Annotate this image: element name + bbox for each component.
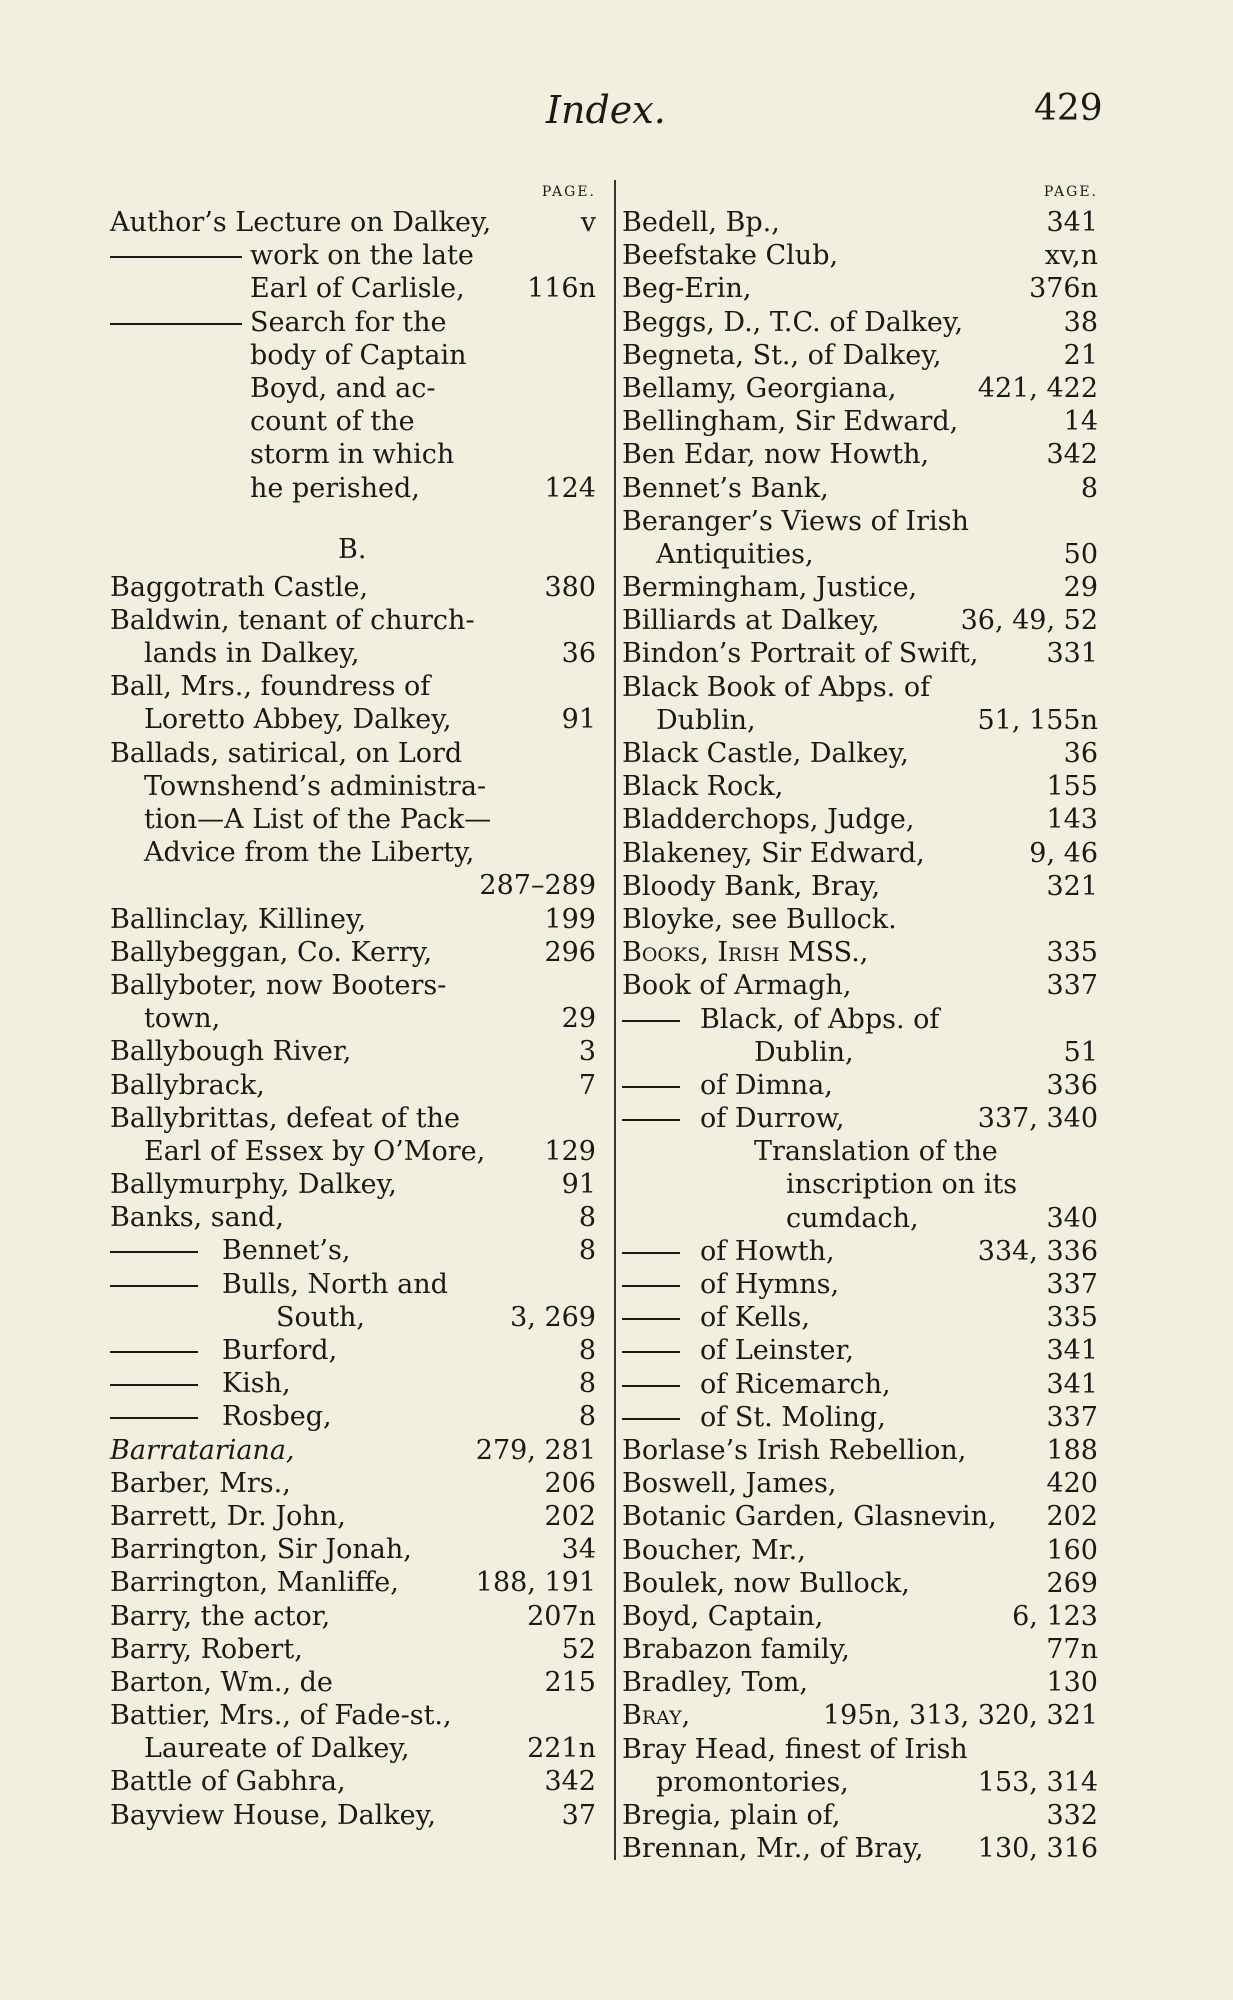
entry-text: Black Rock, [622,771,784,803]
entry-page-ref: 206 [544,1467,596,1499]
entry-page-ref: 279, 281 [475,1434,596,1466]
entry-text: Black, of Abps. of [700,1003,940,1035]
entry-page-ref: 6, 123 [1012,1600,1098,1632]
index-entry [622,1567,1098,1600]
index-entry [622,1268,1098,1301]
index-entry [622,803,1098,836]
entry-page-ref: 8 [1080,472,1098,504]
ditto-rule [110,1285,198,1287]
index-entry [622,903,1098,936]
entry-text: Bermingham, Justice, [622,572,918,604]
ditto-rule [110,1417,198,1419]
index-entry [622,1467,1098,1500]
entry-page-ref: 8 [578,1202,596,1234]
index-entry [622,1633,1098,1666]
entry-text: Baggotrath Castle, [110,571,369,603]
entry-page-ref: 9, 46 [1029,837,1098,869]
entry-text: Bellamy, Georgiana, [622,372,897,404]
entry-page-ref: 155 [1046,771,1098,803]
entry-text: Boyd, Captain, [622,1600,824,1632]
entry-text: Loretto Abbey, Dalkey, [144,704,452,736]
entry-page-ref: 36 [1063,738,1098,769]
index-entry [110,1434,596,1467]
b-entries-left [110,571,596,1832]
ditto-rule [622,1418,680,1420]
index-entry [110,1069,596,1102]
entry-page-ref: 342 [544,1766,596,1798]
index-entry [622,837,1098,870]
index-entry [622,1168,1098,1201]
index-entry [622,1368,1098,1401]
index-entry [622,1434,1098,1467]
entry-page-ref: 341 [1046,1335,1098,1367]
entry-page-ref: 421, 422 [977,372,1098,404]
index-entry [110,1732,596,1765]
index-entry [622,339,1098,372]
index-entry [622,637,1098,670]
b-entries-right [622,206,1098,1865]
index-entry [110,1102,596,1135]
index-entry [622,936,1098,969]
index-entry [622,1301,1098,1334]
entry-page-ref: 335 [1046,937,1098,969]
entry-page-ref: 3, 269 [510,1301,596,1333]
entry-page-ref: 51, 155n [977,704,1098,736]
entry-text: Blakeney, Sir Edward, [622,837,925,869]
index-entry [622,1102,1098,1135]
index-entry [622,372,1098,405]
entry-text: town, [144,1003,221,1035]
author-entries [110,206,596,505]
entry-page-ref: 331 [1046,638,1098,670]
entry-text: Black Castle, Dalkey, [622,738,909,769]
section-heading [110,505,596,571]
entry-text: Ballymurphy, Dalkey, [110,1169,397,1201]
index-entry [622,1534,1098,1567]
entry-page-ref: 77n [1046,1634,1098,1666]
entry-text: Ballybrack, [110,1069,265,1101]
index-entry [110,206,596,239]
index-entry [110,836,596,869]
index-entry [622,770,1098,803]
entry-text: Barrington, Manliffe, [110,1567,399,1599]
index-entry [622,737,1098,770]
entry-page-ref: 124 [544,472,596,504]
entry-text: Book of Armagh, [622,970,852,1002]
index-entry [622,239,1098,272]
entry-text: Earl of Essex by O’More, [144,1135,486,1167]
index-entry [622,472,1098,505]
entry-text: Baldwin, tenant of church- [110,604,475,636]
entry-page-ref: 336 [1046,1069,1098,1101]
index-entry [110,438,596,471]
index-entry [622,704,1098,737]
entry-text: tion—A List of the Pack— [144,804,492,835]
index-entry [110,637,596,670]
entry-page-ref: 91 [561,704,596,736]
entry-text: Kish, [222,1368,291,1400]
index-entry [622,1401,1098,1434]
entry-text: of Hymns, [700,1269,840,1300]
entry-page-ref: 341 [1046,1368,1098,1400]
index-entry [622,1202,1098,1235]
entry-text: body of Captain [250,339,467,371]
index-entry [622,306,1098,339]
entry-text: Beg-Erin, [622,273,752,305]
index-entry [622,538,1098,571]
entry-text: Bellingham, Sir Edward, [622,406,959,438]
ditto-rule [622,1351,680,1353]
entry-text: storm in which [250,439,455,471]
entry-page-ref: 215 [544,1666,596,1698]
entry-text: Bennet’s, [222,1235,351,1267]
entry-page-ref: 160 [1046,1534,1098,1566]
index-entry [110,405,596,438]
ditto-rule [110,256,242,258]
entry-page-ref: 340 [1046,1202,1098,1234]
index-entry [110,670,596,703]
ditto-rule [622,1285,680,1287]
entry-page-ref: 202 [1046,1501,1098,1533]
entry-page-ref: 7 [578,1069,596,1101]
entry-page-ref: 37 [561,1799,596,1831]
index-entry [622,571,1098,604]
index-entry [622,1036,1098,1069]
entry-text: Barrett, Dr. John, [110,1500,346,1532]
index-entry [110,1633,596,1666]
index-entry [110,1600,596,1633]
entry-text: promontories, [656,1766,849,1798]
entry-page-ref: 269 [1046,1567,1098,1599]
entry-page-ref: 376n [1029,273,1098,305]
entry-page-ref: 342 [1046,439,1098,471]
entry-text: inscription on its [786,1169,1018,1201]
entry-text: of Durrow, [700,1103,845,1135]
entry-text: Battle of Gabhra, [110,1766,346,1798]
entry-text: of Leinster, [700,1335,854,1367]
entry-text: Boyd, and ac- [250,372,436,404]
entry-page-ref: 38 [1063,306,1098,338]
index-entry [622,1600,1098,1633]
entry-text: Rosbeg, [222,1401,332,1433]
entry-text: South, [276,1301,365,1333]
index-entry [110,1400,596,1433]
page-column-label: PAGE. [1043,184,1098,200]
entry-text: Ballybough River, [110,1036,352,1068]
index-entry [110,1367,596,1400]
entry-text: Earl of Carlisle, [250,273,465,305]
ditto-rule [110,1251,198,1253]
entry-text: Laureate of Dalkey, [144,1733,410,1765]
entry-page-ref: 21 [1063,339,1098,371]
entry-page-ref: 50 [1063,538,1098,570]
entry-page-ref: 207n [527,1600,596,1632]
entry-page-ref: 129 [544,1135,596,1167]
entry-page-ref: 14 [1063,406,1098,438]
right-column [622,180,1098,1865]
index-entry [110,1135,596,1168]
ditto-rule [622,1086,680,1088]
entry-text: Dublin, [656,704,756,736]
index-entry [622,969,1098,1002]
entry-page-ref: 188 [1046,1434,1098,1466]
entry-text: Books, Irish MSS., [622,937,869,969]
index-entry [110,1500,596,1533]
entry-text: Barrington, Sir Jonah, [110,1534,412,1566]
index-entry [110,1566,596,1599]
index-entry [110,239,596,272]
index-entry [622,1003,1098,1036]
ditto-rule [110,1384,198,1386]
index-entry [110,1334,596,1367]
entry-page-ref: 3 [578,1036,596,1068]
index-entry [622,1666,1098,1699]
index-entry [622,1799,1098,1832]
entry-page-ref: 380 [544,571,596,603]
entry-page-ref: 130, 316 [977,1833,1098,1865]
index-entry [110,770,596,803]
entry-page-ref: 221n [527,1733,596,1765]
index-entry [110,1035,596,1068]
index-entry [110,306,596,339]
entry-text: Boucher, Mr., [622,1534,806,1566]
entry-text: Bloody Bank, Bray, [622,870,881,902]
index-entry [622,438,1098,471]
entry-text: of Kells, [700,1302,810,1334]
entry-text: Black Book of Abps. of [622,671,931,703]
entry-page-ref: 51 [1063,1036,1098,1068]
entry-text: Ball, Mrs., foundress of [110,671,431,703]
entry-text: Boulek, now Bullock, [622,1567,910,1599]
entry-text: Ballads, satirical, on Lord [110,737,463,769]
section-letter: B. [338,533,367,565]
entry-page-ref: 337 [1046,1269,1098,1300]
entry-text: Beefstake Club, [622,240,839,272]
entry-text: Ballybrittas, defeat of the [110,1102,460,1134]
index-entry [110,1234,596,1267]
entry-text: Ballybeggan, Co. Kerry, [110,936,433,968]
entry-text: Burford, [222,1335,338,1366]
entry-text: Bray Head, finest of Irish [622,1733,968,1765]
ditto-rule [622,1385,680,1387]
entry-text: he perished, [250,472,420,504]
entry-page-ref: 8 [578,1335,596,1366]
entry-text: cumdach, [786,1202,919,1234]
index-entry [110,969,596,1002]
entry-text: Barton, Wm., de [110,1666,333,1698]
column-header [110,180,596,206]
index-entry [622,1733,1098,1766]
index-entry [622,1069,1098,1102]
entry-page-ref: xv,n [1044,240,1098,272]
ditto-rule [110,1351,198,1353]
entry-text: lands in Dalkey, [144,638,360,670]
entry-text: Bloyke, see Bullock. [622,903,897,935]
entry-page-ref: 52 [561,1633,596,1665]
index-entry [110,339,596,372]
page-title: Index. [546,88,666,132]
index-entry [110,1666,596,1699]
index-entry [622,1832,1098,1865]
index-entry [110,1201,596,1234]
index-entry [622,870,1098,903]
entry-text: Bindon’s Portrait of Swift, [622,638,979,670]
entry-text: Townshend’s administra- [144,770,487,802]
entry-text: Bulls, North and [222,1268,448,1300]
entry-text: of Howth, [700,1235,835,1267]
index-entry [622,604,1098,637]
index-entry [110,703,596,736]
entry-page-ref: 29 [1063,572,1098,604]
index-entry [110,1533,596,1566]
index-entry [110,936,596,969]
page-number: 429 [1034,88,1103,129]
index-entry [110,472,596,505]
entry-text: Ballinclay, Killiney, [110,903,367,935]
entry-page-ref: 36 [561,638,596,670]
index-entry [110,1699,596,1732]
running-head [0,88,1233,148]
entry-page-ref: 130 [1046,1667,1098,1699]
entry-page-ref: 195n, 313, 320, 321 [822,1700,1098,1732]
entry-page-ref: 337, 340 [977,1103,1098,1135]
entry-page-ref: v [580,207,596,238]
entry-text: Author’s Lecture on Dalkey, [110,207,492,238]
entry-page-ref: 188, 191 [475,1567,596,1599]
entry-text: Bedell, Bp., [622,207,780,238]
index-entry [110,272,596,305]
entry-page-ref: 332 [1046,1800,1098,1831]
ditto-rule [622,1020,680,1022]
entry-text: Beranger’s Views of Irish [622,505,969,537]
entry-text: Boswell, James, [622,1468,837,1500]
page-column-label: PAGE. [541,184,596,200]
entry-text: of Dimna, [700,1069,833,1101]
ditto-rule [110,323,242,325]
index-entry [110,571,596,604]
index-entry [110,372,596,405]
index-entry [110,869,596,902]
entry-text: Antiquities, [656,538,814,570]
index-entry [622,405,1098,438]
entry-text: Ben Edar, now Howth, [622,439,930,471]
index-entry [622,1334,1098,1367]
entry-text: Brabazon family, [622,1634,850,1666]
entry-text: Bregia, plain of, [622,1800,841,1831]
entry-page-ref: 36, 49, 52 [960,605,1098,637]
ditto-rule [622,1252,680,1254]
index-entry [622,671,1098,704]
index-entry [110,1765,596,1798]
entry-page-ref: 337 [1046,1401,1098,1433]
entry-text: Translation of the [754,1136,998,1168]
entry-text: Begneta, St., of Dalkey, [622,339,942,371]
entry-page-ref: 29 [561,1003,596,1035]
entry-text: Dublin, [754,1036,854,1068]
column-divider [614,180,616,1860]
entry-page-ref: 199 [544,903,596,935]
entry-page-ref: 334, 336 [977,1235,1098,1267]
index-entry [110,1799,596,1832]
entry-text: Banks, sand, [110,1202,284,1234]
entry-page-ref: 116n [527,273,596,305]
entry-page-ref: 202 [544,1500,596,1532]
entry-text: Bray, [622,1700,691,1732]
index-entry [110,803,596,836]
entry-page-ref: 341 [1046,207,1098,238]
column-header [622,180,1098,206]
entry-text: Barry, Robert, [110,1633,303,1665]
entry-page-ref: 337 [1046,970,1098,1002]
entry-text: Battier, Mrs., of Fade-st., [110,1700,452,1732]
entry-page-ref: 420 [1046,1468,1098,1500]
entry-text: Bladderchops, Judge, [622,804,915,836]
index-entry [110,1268,596,1301]
entry-text: Search for the [250,306,447,338]
entry-text: of St. Moling, [700,1401,886,1433]
entry-text: Ballyboter, now Booters- [110,969,447,1001]
index-entry [110,1467,596,1500]
entry-text: Borlase’s Irish Rebellion, [622,1434,967,1466]
entry-text: Billiards at Dalkey, [622,605,880,637]
index-entry [110,1002,596,1035]
entry-text: Bayview House, Dalkey, [110,1799,436,1831]
index-entry [622,505,1098,538]
entry-page-ref: 153, 314 [977,1766,1098,1798]
entry-page-ref: 143 [1046,804,1098,836]
left-column [110,180,596,1832]
index-entry [622,206,1098,239]
entry-page-ref: 8 [578,1401,596,1433]
entry-text: Barber, Mrs., [110,1467,291,1499]
index-entry [110,1301,596,1334]
entry-text: of Ricemarch, [700,1368,891,1400]
entry-page-ref: 8 [578,1368,596,1400]
entry-text: Barratariana, [110,1434,295,1466]
entry-text: Brennan, Mr., of Bray, [622,1833,924,1865]
index-entry [622,1699,1098,1732]
entry-page-ref: 321 [1046,870,1098,902]
ditto-rule [622,1119,680,1121]
ditto-rule [622,1318,680,1320]
index-entry [110,903,596,936]
index-entry [110,1168,596,1201]
index-entry [622,1500,1098,1533]
entry-text: Beggs, D., T.C. of Dalkey, [622,306,964,338]
entry-page-ref: 296 [544,936,596,968]
index-entry [110,737,596,770]
entry-text: Advice from the Liberty, [144,837,475,869]
entry-page-ref: 8 [578,1235,596,1267]
entry-text: Botanic Garden, Glasnevin, [622,1501,997,1533]
index-entry [622,272,1098,305]
index-entry [622,1766,1098,1799]
entry-text: Bradley, Tom, [622,1667,808,1699]
entry-text: work on the late [250,240,474,272]
entry-page-ref: 34 [561,1534,596,1566]
entry-text: Bennet’s Bank, [622,472,829,504]
entry-text: count of the [250,406,415,438]
index-entry [622,1235,1098,1268]
entry-page-ref: 91 [561,1169,596,1201]
entry-text: Barry, the actor, [110,1600,331,1632]
index-entry [622,1135,1098,1168]
entry-page-ref: 287–289 [479,870,596,902]
entry-page-ref: 335 [1046,1302,1098,1334]
index-entry [110,604,596,637]
